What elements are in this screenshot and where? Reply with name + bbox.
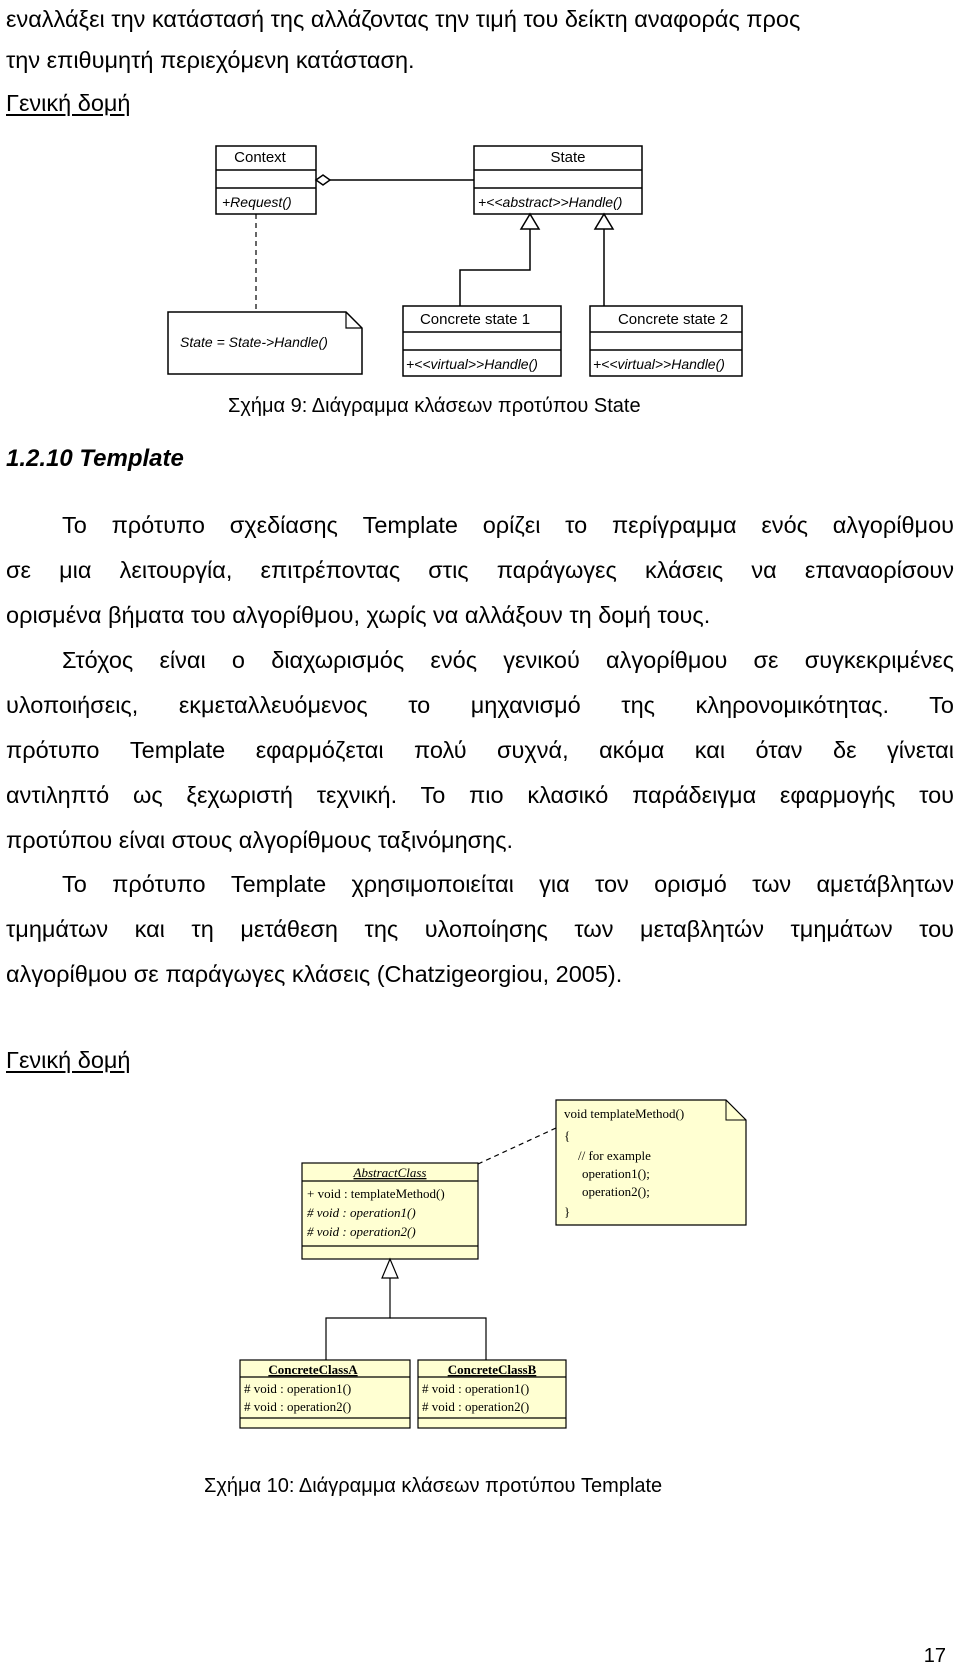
intro-line-2: την επιθυμητή περιεχόμενη κατάσταση. xyxy=(6,47,415,73)
template-note-line-2: { xyxy=(564,1128,571,1143)
inheritance-arrow-1 xyxy=(521,214,539,229)
context-class-method: +Request() xyxy=(222,194,292,210)
concrete-state-1-method: +<<virtual>>Handle() xyxy=(406,356,538,372)
concrete-state-2-method: +<<virtual>>Handle() xyxy=(593,356,725,372)
state-subheading-text: Γενική δομή xyxy=(6,90,131,116)
p2-line-5: προτύπου είναι στους αλγορίθμους ταξινόμησης. xyxy=(6,827,514,853)
template-inheritance-line-a xyxy=(326,1278,390,1360)
template-subheading xyxy=(6,1045,954,1075)
state-class-method: +<<abstract>>Handle() xyxy=(478,194,623,210)
template-inheritance-arrow xyxy=(382,1259,398,1278)
concrete-state-2-name: Concrete state 2 xyxy=(617,311,729,328)
context-class-name: Context xyxy=(234,149,286,166)
p2-line-2: υλοποιήσεις, εκμεταλλευόμενος το μηχανισμό της κληρονομικότητας. Το xyxy=(6,692,954,718)
inheritance-arrow-2 xyxy=(595,214,613,229)
p2-line-3: πρότυπο Template εφαρμόζεται πολύ συχνά, ακόμα και όταν δε γίνεται xyxy=(6,737,954,763)
intro-line-1: εναλλάξει την κατάστασή της αλλάζοντας την τιμή του δείκτη αναφοράς προς xyxy=(6,6,801,32)
concrete-class-b-method-1: # void : operation1() xyxy=(422,1381,530,1396)
abstract-class-method-2: # void : operation1() xyxy=(307,1205,416,1220)
state-subheading xyxy=(6,88,954,118)
template-note-line-6: } xyxy=(564,1204,571,1219)
page-number: 17 xyxy=(923,1645,946,1667)
p1-line-3: ορισμένα βήματα του αλγορίθμου, χωρίς να αλλάξουν τη δομή τους. xyxy=(6,602,711,628)
section-heading: 1.2.10 Template xyxy=(6,445,184,472)
p1-line-1: Το πρότυπο σχεδίασης Template ορίζει το περίγραμμα ενός αλγορίθμου xyxy=(62,512,954,538)
abstract-class-method-3: # void : operation2() xyxy=(307,1224,416,1239)
aggregation-diamond xyxy=(316,175,330,185)
p2-line-1: Στόχος είναι ο διαχωρισμός ενός γενικού αλγορίθμου σε συγκεκριμένες xyxy=(62,647,954,673)
concrete-class-a-method-1: # void : operation1() xyxy=(244,1381,352,1396)
abstract-class-name: AbstractClass xyxy=(353,1165,427,1180)
state-class-name: State xyxy=(550,149,586,166)
concrete-class-b-name: ConcreteClassB xyxy=(447,1362,537,1377)
p1-line-2: σε μια λειτουργία, επιτρέποντας στις παράγωγες κλάσεις να επαναορίσουν xyxy=(6,557,954,583)
state-note-text: State = State->Handle() xyxy=(180,334,328,350)
template-note-line-5: operation2(); xyxy=(582,1184,650,1199)
p3-line-3: αλγορίθμου σε παράγωγες κλάσεις (Chatzigeorgiou, 2005). xyxy=(6,961,623,987)
template-note-dashed-link xyxy=(478,1128,556,1164)
p2-line-4: αντιληπτό ως ξεχωριστή τεχνική. Το πιο κλασικό παράδειγμα εφαρμογής του xyxy=(6,782,954,808)
template-subheading-text: Γενική δομή xyxy=(6,1047,131,1073)
concrete-class-a-name: ConcreteClassA xyxy=(268,1362,358,1377)
template-note-line-4: operation1(); xyxy=(582,1166,650,1181)
template-note-line-3: // for example xyxy=(578,1148,651,1163)
inheritance-line-1 xyxy=(460,229,530,306)
template-class-diagram xyxy=(0,1090,960,1470)
figure-9-caption: Σχήμα 9: Διάγραμμα κλάσεων προτύπου State xyxy=(228,395,641,417)
template-inheritance-line-b xyxy=(390,1318,486,1360)
concrete-class-a-method-2: # void : operation2() xyxy=(244,1399,352,1414)
abstract-class-method-1: + void : templateMethod() xyxy=(307,1186,445,1201)
p3-line-1: Το πρότυπο Template χρησιμοποιείται για τον ορισμό των αμετάβλητων xyxy=(62,871,954,897)
template-note-line-1: void templateMethod() xyxy=(564,1106,685,1121)
p3-line-2: τμημάτων και τη μετάθεση της υλοποίησης των μεταβλητών τμημάτων του xyxy=(6,916,954,942)
concrete-class-b-method-2: # void : operation2() xyxy=(422,1399,530,1414)
concrete-state-1-name: Concrete state 1 xyxy=(419,311,531,328)
figure-10-caption: Σχήμα 10: Διάγραμμα κλάσεων προτύπου Template xyxy=(204,1475,663,1497)
